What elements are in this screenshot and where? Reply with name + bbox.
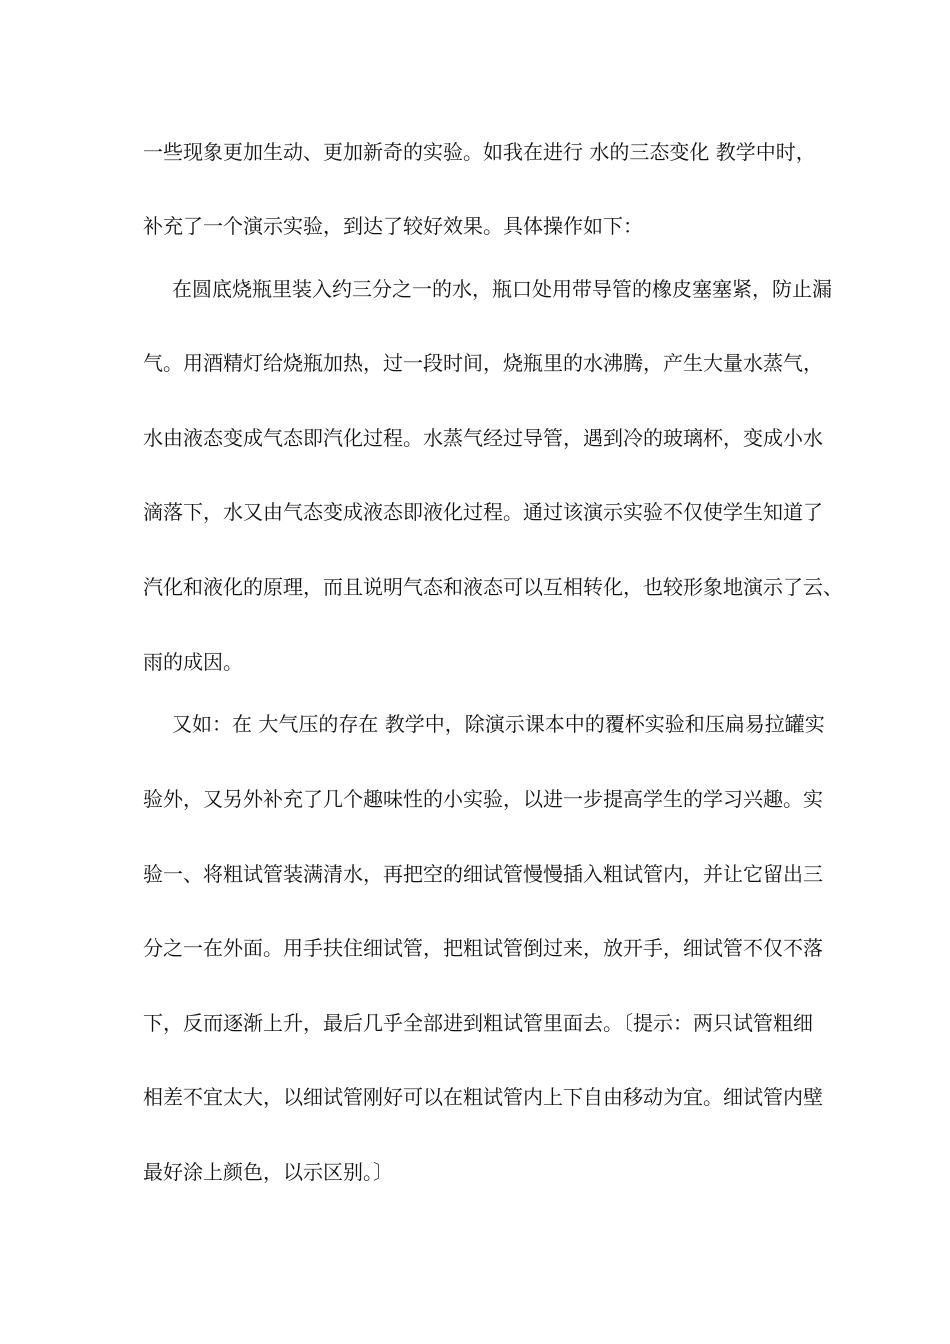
paragraph-start-line: 又如：在 大气压的存在 教学中，除演示课本中的覆杯实验和压扁易拉罐实 bbox=[172, 712, 825, 736]
text-line: 下，反而逐渐上升，最后几乎全部进到粗试管里面去。〔提示：两只试管粗细 bbox=[143, 1011, 813, 1035]
text-line: 验一、将粗试管装满清水，再把空的细试管慢慢插入粗试管内，并让它留出三 bbox=[143, 862, 823, 886]
text-line: 一些现象更加生动、更加新奇的实验。如我在进行 水的三态变化 教学中时， bbox=[143, 140, 816, 164]
text-line: 最好涂上颜色，以示区别。〕 bbox=[143, 1160, 393, 1184]
text-line: 水由液态变成气态即汽化过程。水蒸气经过导管，遇到冷的玻璃杯，变成小水 bbox=[143, 426, 823, 450]
text-line: 验外，又另外补充了几个趣味性的小实验，以进一步提高学生的学习兴趣。实 bbox=[143, 787, 823, 811]
text-line: 气。用酒精灯给烧瓶加热，过一段时间，烧瓶里的水沸腾，产生大量水蒸气， bbox=[143, 351, 823, 375]
text-line: 滴落下，水又由气态变成液态即液化过程。通过该演示实验不仅使学生知道了 bbox=[143, 500, 823, 524]
text-line: 汽化和液化的原理，而且说明气态和液态可以互相转化，也较形象地演示了云、 bbox=[143, 575, 843, 599]
text-line: 相差不宜太大，以细试管刚好可以在粗试管内上下自由移动为宜。细试管内壁 bbox=[143, 1085, 823, 1109]
text-line: 雨的成因。 bbox=[143, 650, 243, 674]
text-line: 补充了一个演示实验，到达了较好效果。具体操作如下： bbox=[143, 214, 643, 238]
text-line: 分之一在外面。用手扶住细试管，把粗试管倒过来，放开手，细试管不仅不落 bbox=[143, 936, 823, 960]
paragraph-start-line: 在圆底烧瓶里装入约三分之一的水，瓶口处用带导管的橡皮塞塞紧，防止漏 bbox=[172, 277, 832, 301]
